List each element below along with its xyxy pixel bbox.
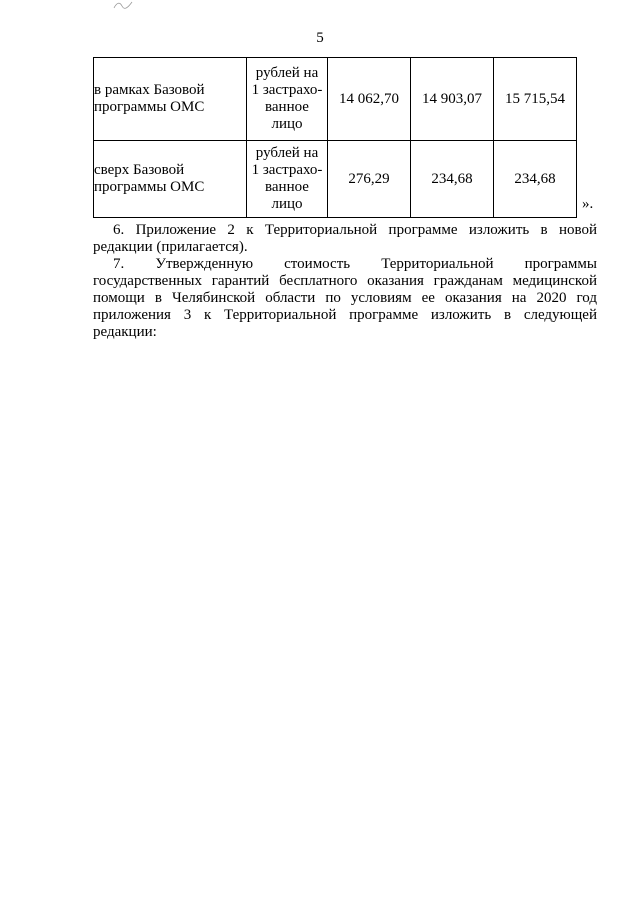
value-cell: 14 903,07	[411, 58, 494, 141]
unit-line: рублей на	[255, 145, 319, 161]
cost-table	[93, 57, 577, 218]
unit-line: ванное	[265, 99, 309, 115]
table-row	[94, 58, 577, 141]
value-cell: 234,68	[411, 141, 494, 218]
value-cell: 234,68	[494, 141, 577, 218]
page-number: 5	[316, 30, 324, 46]
row-name-line: в рамках Базовой	[94, 82, 205, 98]
paragraph-line: приложения 3 к Территориальной программе изложить в следующей редакции:	[93, 307, 597, 340]
paragraph-line: редакции (прилагается).	[93, 239, 248, 255]
row-name-line: программы ОМС	[94, 179, 205, 195]
unit-line: рублей на	[255, 65, 319, 81]
closing-quote: ».	[582, 196, 594, 212]
row-name-cell	[94, 58, 247, 141]
row-name-line: сверх Базовой	[94, 162, 185, 178]
unit-line: 1 застрахо-	[251, 162, 323, 178]
unit-line: лицо	[271, 116, 303, 132]
unit-cell	[247, 58, 328, 141]
row-name-cell	[94, 141, 247, 218]
unit-line: 1 застрахо-	[251, 82, 323, 98]
value-cell: 15 715,54	[494, 58, 577, 141]
row-name-line: программы ОМС	[94, 99, 205, 115]
paragraph-7	[93, 256, 597, 341]
paragraph-6	[93, 222, 597, 256]
paragraph-line: 6. Приложение 2 к Территориальной программе изложить в новой	[113, 222, 597, 238]
paragraph-line: 7. Утвержденную стоимость Территориальной программы	[113, 256, 597, 272]
value-cell: 276,29	[328, 141, 411, 218]
unit-line: лицо	[271, 196, 303, 212]
value-cell: 14 062,70	[328, 58, 411, 141]
handwritten-mark	[112, 0, 134, 10]
unit-cell	[247, 141, 328, 218]
paragraph-line: помощи в Челябинской области по условиям ее оказания на 2020 год	[93, 290, 597, 306]
unit-line: ванное	[265, 179, 309, 195]
paragraph-line: государственных гарантий бесплатного оказания гражданам медицинской	[93, 273, 597, 289]
table-row	[94, 141, 577, 218]
